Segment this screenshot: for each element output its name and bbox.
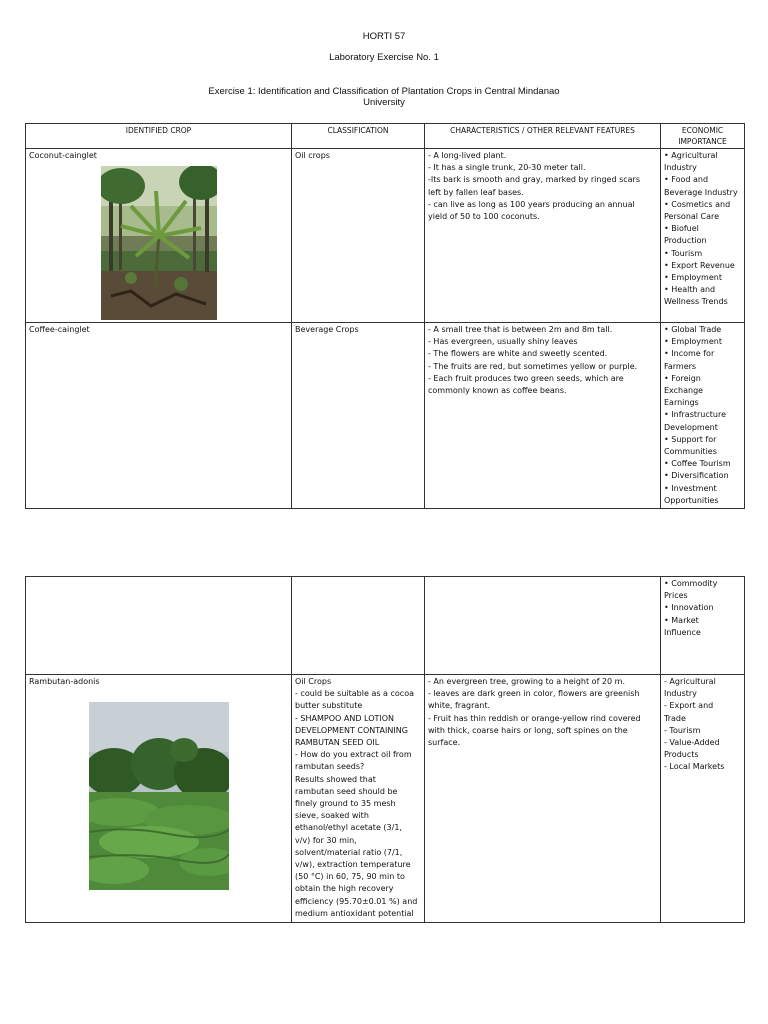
economic-line: • Coffee Tourism — [664, 459, 731, 469]
classification-line: sieve, soaked with — [295, 811, 369, 821]
economic-line: • Income for — [664, 349, 715, 359]
economic-line: Beverage Industry — [664, 187, 738, 197]
classification-line: - SHAMPOO AND LOTION — [295, 713, 395, 723]
col-header-economic: ECONOMIC IMPORTANCE — [661, 124, 745, 149]
classification-line: Oil Crops — [295, 677, 332, 686]
economic-line: • Biofuel — [664, 224, 699, 234]
classification-line: v/w), extraction temperature — [295, 860, 411, 870]
economic-line: - Value-Added — [664, 738, 720, 748]
classification-line: rambutan seed should be — [295, 786, 398, 796]
economic-line: Industry — [664, 163, 697, 173]
table-row — [26, 149, 745, 323]
economic-cell — [661, 675, 745, 923]
economic-line: • Infrastructure — [664, 410, 727, 420]
economic-line: Development — [664, 422, 718, 432]
classification-line: efficiency (95.70±0.01 %) and — [295, 896, 418, 906]
economic-line: Influence — [664, 627, 701, 637]
crop-table-page-1 — [25, 123, 745, 509]
economic-line: • Health and — [664, 285, 716, 295]
economic-line: • Support for — [664, 434, 717, 444]
economic-line: Products — [664, 750, 699, 760]
classification-line: (50 °C) in 60, 75, 90 min to — [295, 872, 405, 882]
crop-cell — [26, 577, 292, 675]
economic-line: - Agricultural — [664, 677, 716, 686]
characteristic-line: - It has a single trunk, 20-30 meter tall. — [428, 163, 586, 173]
economic-line: - Export and — [664, 701, 714, 711]
economic-line: • Employment — [664, 273, 722, 283]
economic-cell — [661, 323, 745, 509]
classification-line: butter substitute — [295, 701, 363, 711]
economic-line: • Employment — [664, 337, 722, 347]
characteristics-cell — [425, 577, 661, 675]
characteristic-line: - The flowers are white and sweetly scented. — [428, 349, 608, 359]
lab-title: Laboratory Exercise No. 1 — [329, 52, 439, 63]
characteristic-line: - A long-lived plant. — [428, 151, 507, 160]
col-header-classification: CLASSIFICATION — [292, 124, 425, 149]
economic-line: • Foreign — [664, 373, 701, 383]
economic-line: - Tourism — [664, 725, 701, 735]
characteristics-cell — [425, 675, 661, 923]
economic-line: • Tourism — [664, 248, 703, 258]
characteristic-line: - Fruit has thin reddish or orange-yellow rind covered — [428, 713, 641, 723]
economic-line: • Global Trade — [664, 325, 722, 334]
classification-line: rambutan seeds? — [295, 762, 365, 772]
rambutan-field-photo — [89, 702, 229, 890]
economic-line: • Investment — [664, 483, 717, 493]
economic-line: Production — [664, 236, 707, 246]
classification-cell — [292, 675, 425, 923]
table-row — [26, 675, 745, 923]
classification-cell — [292, 323, 425, 509]
economic-line: • Diversification — [664, 471, 729, 481]
economic-line: Industry — [664, 689, 697, 699]
exercise-title: Exercise 1: Identification and Classification of Plantation Crops in Central Mindanao — [208, 86, 560, 97]
economic-line: • Agricultural — [664, 151, 718, 160]
classification-cell — [292, 577, 425, 675]
crop-cell — [26, 675, 292, 923]
col-header-characteristics: CHARACTERISTICS / OTHER RELEVANT FEATURES — [425, 124, 661, 149]
characteristic-line: - Has evergreen, usually shiny leaves — [428, 337, 578, 347]
table-row — [26, 577, 745, 675]
table-row — [26, 323, 745, 509]
characteristics-cell — [425, 149, 661, 323]
exercise-title-line2: University — [363, 97, 405, 108]
classification-line: obtain the high recovery — [295, 884, 394, 894]
economic-line: • Food and — [664, 175, 709, 185]
characteristic-line: yield of 50 to 100 coconuts. — [428, 212, 540, 222]
economic-line: Earnings — [664, 398, 699, 408]
classification-line: medium antioxidant potential — [295, 908, 414, 918]
characteristic-line: with thick, coarse hairs or long, soft spines on the — [428, 725, 628, 735]
classification-line: ethanol/ethyl acetate (3/1, — [295, 823, 402, 833]
economic-line: Farmers — [664, 361, 697, 371]
classification-line: RAMBUTAN SEED OIL — [295, 738, 380, 748]
economic-line: • Export Revenue — [664, 260, 735, 270]
economic-line: Wellness Trends — [664, 297, 728, 307]
characteristics-cell — [425, 323, 661, 509]
classification-text: Beverage Crops — [295, 325, 359, 334]
economic-line: Trade — [664, 713, 686, 723]
economic-line: Exchange — [664, 386, 704, 396]
classification-line: - How do you extract oil from — [295, 750, 412, 760]
classification-line: solvent/material ratio (7/1, — [295, 847, 403, 857]
characteristic-line: - An evergreen tree, growing to a height of 20 m. — [428, 677, 625, 686]
characteristic-line: surface. — [428, 738, 461, 748]
economic-cell — [661, 577, 745, 675]
crop-table-page-2 — [25, 576, 745, 923]
characteristic-line: - can live as long as 100 years producing an annual — [428, 199, 635, 209]
economic-line: • Commodity — [664, 579, 718, 588]
economic-line: Communities — [664, 447, 717, 457]
classification-line: v/v) for 30 min, — [295, 835, 357, 845]
course-code: HORTI 57 — [362, 31, 406, 42]
classification-text: Oil crops — [295, 151, 330, 160]
economic-cell — [661, 149, 745, 323]
crop-name: Coffee-cainglet — [29, 325, 90, 334]
economic-line: Prices — [664, 591, 688, 601]
coconut-palm-photo — [101, 166, 217, 320]
classification-line: Results showed that — [295, 774, 376, 784]
crop-cell — [26, 149, 292, 323]
economic-line: • Innovation — [664, 603, 714, 613]
characteristic-line: -Its bark is smooth and gray, marked by ringed scars — [428, 175, 641, 185]
crop-name: Coconut-cainglet — [29, 151, 97, 160]
economic-line: Personal Care — [664, 212, 720, 222]
characteristic-line: - A small tree that is between 2m and 8m tall. — [428, 325, 613, 334]
table-header-row — [26, 124, 745, 149]
characteristic-line: commonly known as coffee beans. — [428, 386, 567, 396]
economic-line: - Local Markets — [664, 762, 725, 772]
characteristic-line: - leaves are dark green in color, flowers are greenish — [428, 689, 640, 699]
characteristic-line: - The fruits are red, but sometimes yellow or purple. — [428, 361, 638, 371]
economic-line: • Market — [664, 615, 699, 625]
economic-line: • Cosmetics and — [664, 199, 731, 209]
characteristic-line: white, fragrant. — [428, 701, 491, 711]
classification-line: - could be suitable as a cocoa — [295, 689, 414, 699]
col-header-crop: IDENTIFIED CROP — [26, 124, 292, 149]
classification-cell — [292, 149, 425, 323]
crop-cell — [26, 323, 292, 509]
characteristic-line: - Each fruit produces two green seeds, which are — [428, 373, 624, 383]
characteristic-line: left by fallen leaf bases. — [428, 187, 524, 197]
classification-line: DEVELOPMENT CONTAINING — [295, 725, 408, 735]
crop-name: Rambutan-adonis — [29, 677, 100, 686]
classification-line: finely ground to 35 mesh — [295, 799, 396, 809]
economic-line: Opportunities — [664, 495, 719, 505]
